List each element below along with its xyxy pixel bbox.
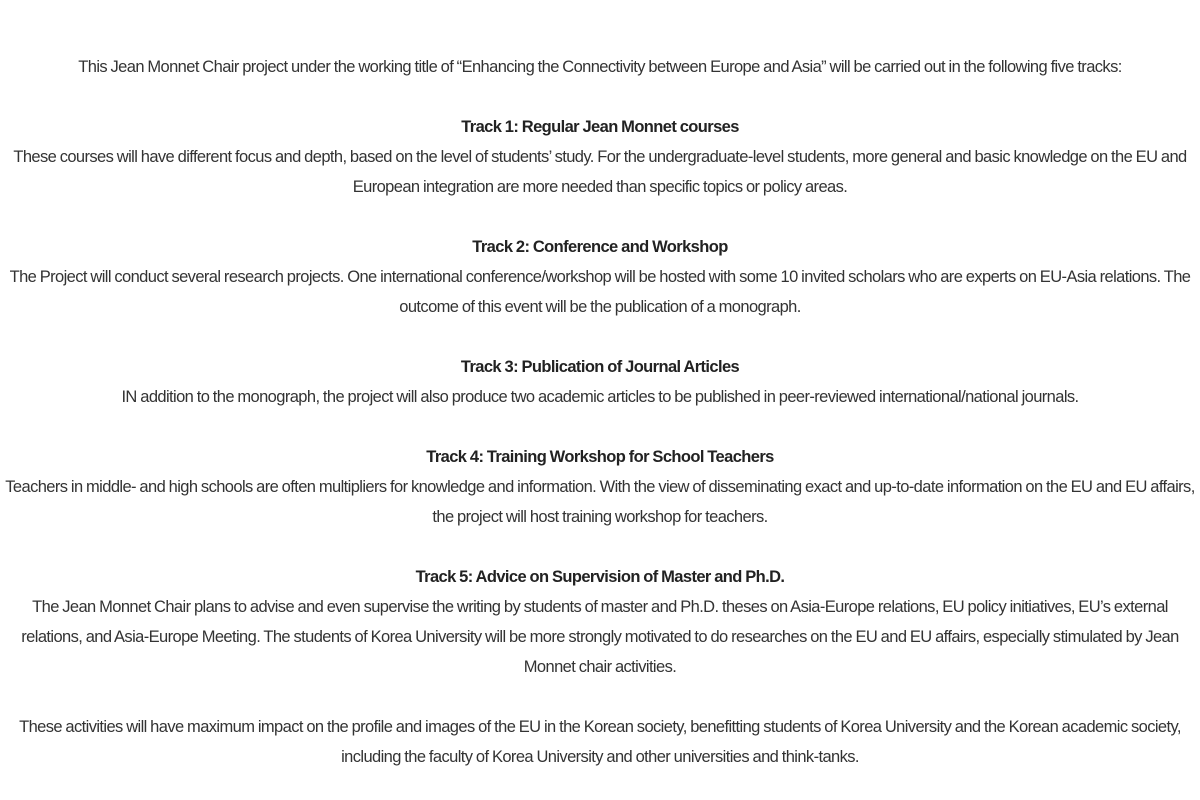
track-4-section xyxy=(0,442,1200,532)
track-5-title: Track 5: Advice on Supervision of Master and Ph.D. xyxy=(415,568,785,586)
track-2-title: Track 2: Conference and Workshop xyxy=(472,238,728,256)
track-4-title: Track 4: Training Workshop for School Teachers xyxy=(426,448,774,466)
track-1-section xyxy=(0,112,1200,202)
track-2-body: The Project will conduct several research projects. One international conference/workshop will be hosted with some 10 invited scholars who are experts on EU-Asia relations. The outcome of this event will be the publication of a monograph. xyxy=(9,268,1191,316)
track-5-body: The Jean Monnet Chair plans to advise and even supervise the writing by students of master and Ph.D. theses on Asia-Europe relations, EU policy initiatives, EU’s external relations, and Asia-Europe Meeting. The students of Korea University will be more strongly motivated to do researches on the EU and EU affairs, especially stimulated by Jean Monnet chair activities. xyxy=(21,598,1179,676)
track-3-body: IN addition to the monograph, the project will also produce two academic articles to be published in peer-reviewed international/national journals. xyxy=(121,388,1079,406)
track-5-section xyxy=(0,562,1200,682)
track-1-title: Track 1: Regular Jean Monnet courses xyxy=(461,118,739,136)
track-4-body: Teachers in middle- and high schools are often multipliers for knowledge and information. With the view of disseminating exact and up-to-date information on the EU and EU affairs, the project will host training workshop for teachers. xyxy=(5,478,1195,526)
track-3-title: Track 3: Publication of Journal Articles xyxy=(460,358,740,376)
closing-paragraph: These activities will have maximum impact on the profile and images of the EU in the Korean society, benefitting students of Korea University and the Korean academic society, including the faculty of Korea University and other universities and think-tanks. xyxy=(19,718,1181,766)
track-1-body: These courses will have different focus and depth, based on the level of students’ study. For the undergraduate-level students, more general and basic knowledge on the EU and European integration are more needed than specific topics or policy areas. xyxy=(13,148,1187,196)
track-3-section xyxy=(0,352,1200,412)
track-2-section xyxy=(0,232,1200,322)
intro-paragraph: This Jean Monnet Chair project under the working title of “Enhancing the Connectivity between Europe and Asia” will be carried out in the following five tracks: xyxy=(78,58,1122,76)
